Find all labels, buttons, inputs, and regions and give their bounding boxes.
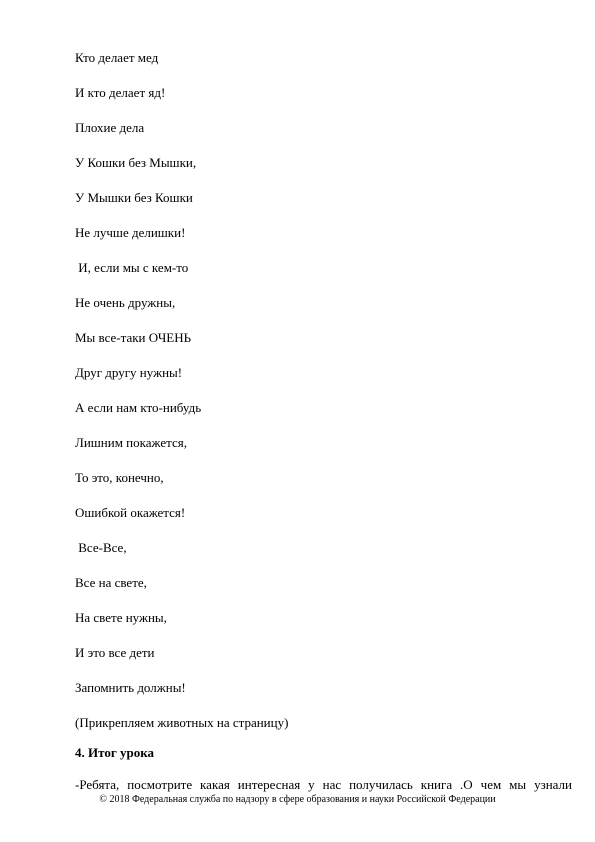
- poem-line: Лишним покажется,: [75, 435, 187, 450]
- poem-line: И это все дети: [75, 645, 155, 660]
- instruction-text: (Прикрепляем животных на страницу): [75, 715, 289, 730]
- poem-line: У Мышки без Кошки: [75, 190, 193, 205]
- poem-line: Все на свете,: [75, 575, 147, 590]
- poem-line: У Кошки без Мышки,: [75, 155, 197, 170]
- page-footer: © 2018 Федеральная служба по надзору в сфере образования и науки Российской Федерации: [99, 794, 496, 805]
- poem-line: Мы все-таки ОЧЕНЬ: [75, 330, 192, 345]
- poem-line: Запомнить должны!: [75, 680, 186, 695]
- closing-paragraph: -Ребята, посмотрите какая интересная у нас получилась книга .О чем мы узнали: [75, 777, 572, 792]
- poem-line: И, если мы с кем-то: [75, 260, 189, 275]
- poem-line: Плохие дела: [75, 120, 145, 135]
- poem-line: Все-Все,: [75, 540, 127, 555]
- poem-line: Не лучше делишки!: [75, 225, 186, 240]
- poem-line: Не очень дружны,: [75, 295, 176, 310]
- poem-line: Ошибкой окажется!: [75, 505, 186, 520]
- poem-line: Кто делает мед: [75, 50, 159, 65]
- poem-line: И кто делает яд!: [75, 85, 166, 100]
- poem-line: То это, конечно,: [75, 470, 164, 485]
- poem-line: Друг другу нужны!: [75, 365, 183, 380]
- section-heading: 4. Итог урока: [75, 745, 155, 760]
- poem-line: А если нам кто-нибудь: [75, 400, 202, 415]
- poem-line: На свете нужны,: [75, 610, 167, 625]
